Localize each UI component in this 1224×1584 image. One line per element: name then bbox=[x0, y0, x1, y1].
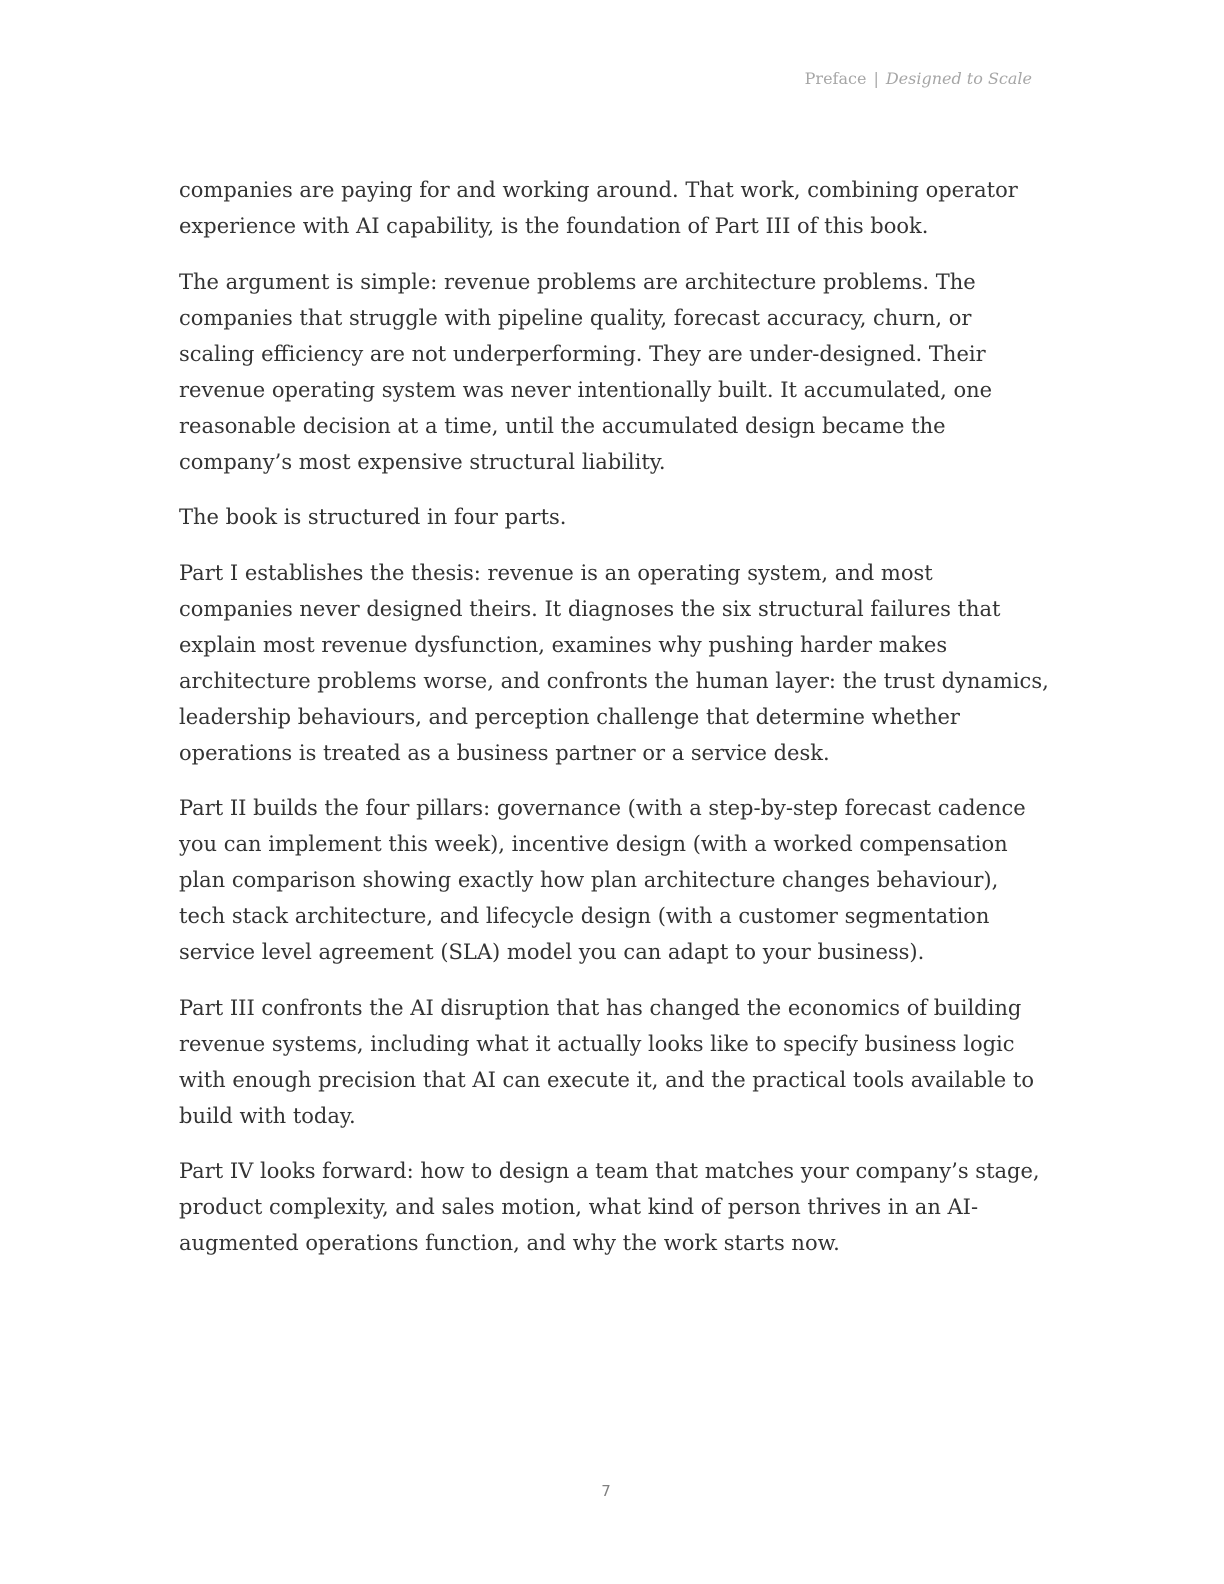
header-book-title: Designed to Scale bbox=[885, 69, 1032, 88]
header-separator: | bbox=[873, 69, 879, 88]
paragraph-part-two: Part II builds the four pillars: governance (with a step-by-step forecast cadence you can implement this week), incentive design (with a worked compensation plan comparison showing exactly how plan architecture changes behaviour), tech stack architecture, and lifecycle design (with a customer segmentation service level agreement (SLA) model you can adapt to your business). bbox=[179, 796, 1026, 964]
paragraph-part-four: Part IV looks forward: how to design a team that matches your company’s stage, product complexity, and sales motion, what kind of person thrives in an AI-augmented operations function, and why the work starts now. bbox=[179, 1159, 1040, 1255]
page-number: 7 bbox=[601, 1482, 611, 1500]
paragraph-continuation: companies are paying for and working around. That work, combining operator experience with AI capability, is the foundation of Part III of this book. bbox=[179, 178, 1018, 238]
paragraph-structure-intro: The book is structured in four parts. bbox=[179, 505, 567, 529]
header-section-label: Preface bbox=[804, 69, 867, 88]
paragraph-part-one: Part I establishes the thesis: revenue is an operating system, and most companies never designed theirs. It diagnoses the six structural failures that explain most revenue dysfunction, examines why pushing harder makes architecture problems worse, and confronts the human layer: the trust dynamics, leadership behaviours, and perception challenge that determine whether operations is treated as a business partner or a service desk. bbox=[179, 560, 1049, 765]
page-body bbox=[179, 172, 1049, 1281]
paragraph-part-three: Part III confronts the AI disruption that has changed the economics of building revenue systems, including what it actually looks like to specify business logic with enough precision that AI can execute it, and the practical tools available to build with today. bbox=[179, 995, 1034, 1128]
paragraph-argument: The argument is simple: revenue problems are architecture problems. The companies that struggle with pipeline quality, forecast accuracy, churn, or scaling efficiency are not underperforming. They are under-designed. Their revenue operating system was never intentionally built. It accumulated, one reasonable decision at a time, until the accumulated design became the company’s most expensive structural liability. bbox=[179, 269, 993, 474]
running-header bbox=[805, 69, 1032, 89]
